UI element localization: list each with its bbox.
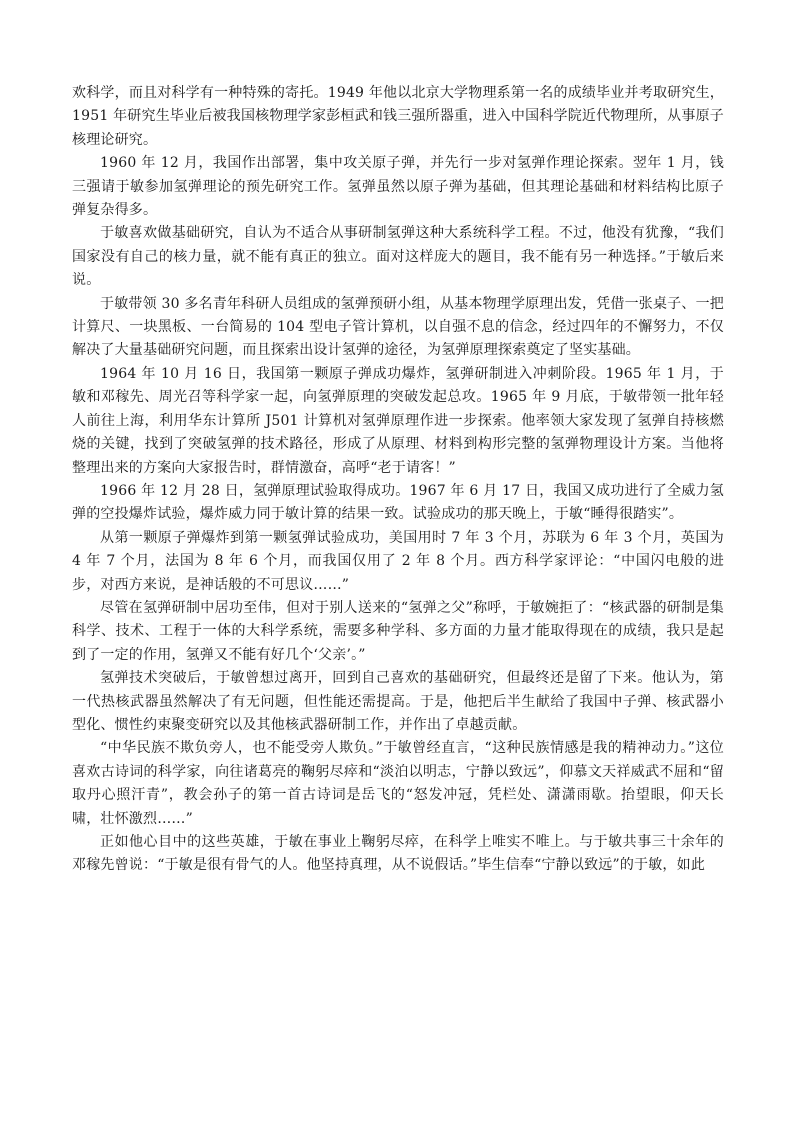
paragraph: 欢科学，而且对科学有一种特殊的寄托。1949 年他以北京大学物理系第一名的成绩毕业并考取研究生，1951 年研究生毕业后被我国核物理学家彭桓武和钱三强所器重，进入中国科学院近代物理所，从事原子核理论研究。	[72, 85, 724, 148]
document-page	[72, 82, 724, 878]
paragraph: 于敏喜欢做基础研究，自认为不适合从事研制氢弹这种大系统科学工程。不过，他没有犹豫，“我们国家没有自己的核力量，就不能有真正的独立。面对这样庞大的题目，我不能有另一种选择。”于敏后来说。	[72, 225, 724, 289]
paragraph: 1964 年 10 月 16 日，我国第一颗原子弹成功爆炸，氢弹研制进入冲刺阶段。1965 年 1 月，于敏和邓稼先、周光召等科学家一起，向氢弹原理的突破发起总攻。1965 年 9 月底，于敏带领一批年轻人前往上海，利用华东计算所 J501 计算机对氢弹原理作进一步探索。他率领大家发现了氢弹自持核燃烧的关键，找到了突破氢弹的技术路径，形成了从原理、材料到构形完整的氢弹物理设计方案。当他将整理出来的方案向大家报告时，群情激奋，高呼“老于请客！”	[72, 365, 724, 476]
paragraph: 氢弹技术突破后，于敏曾想过离开，回到自己喜欢的基础研究，但最终还是留了下来。他认为，第一代热核武器虽然解决了有无问题，但性能还需提高。于是，他把后半生献给了我国中子弹、核武器小型化、惯性约束聚变研究以及其他核武器研制工作，并作出了卓越贡献。	[72, 670, 724, 733]
paragraph: 1966 年 12 月 28 日，氢弹原理试验取得成功。1967 年 6 月 17 日，我国又成功进行了全威力氢弹的空投爆炸试验，爆炸威力同于敏计算的结果一致。试验成功的那天晚上，于敏“睡得很踏实”。	[72, 482, 724, 523]
paragraph: 从第一颗原子弹爆炸到第一颗氢弹试验成功，美国用时 7 年 3 个月，苏联为 6 年 3 个月，英国为 4 年 7 个月，法国为 8 年 6 个月，而我国仅用了 2 年 8 个月。西方科学家评论：“中国闪电般的进步，对西方来说，是神话般的不可思议……”	[72, 529, 724, 593]
paragraph: 1960 年 12 月，我国作出部署，集中攻关原子弹，并先行一步对氢弹作理论探索。翌年 1 月，钱三强请于敏参加氢弹理论的预先研究工作。氢弹虽然以原子弹为基础，但其理论基础和材料结构比原子弹复杂得多。	[72, 155, 724, 219]
paragraph: 于敏带领 30 多名青年科研人员组成的氢弹预研小组，从基本物理学原理出发，凭借一张桌子、一把计算尺、一块黑板、一台简易的 104 型电子管计算机，以自强不息的信念，经过四年的不懈努力，不仅解决了大量基础研究问题，而且探索出设计氢弹的途径，为氢弹原理探索奠定了坚实基础。	[72, 295, 724, 359]
paragraph: “中华民族不欺负旁人，也不能受旁人欺负。”于敏曾经直言，“这种民族情感是我的精神动力。”这位喜欢古诗词的科学家，向往诸葛亮的鞠躬尽瘁和“淡泊以明志，宁静以致远”，仰慕文天祥威武不屈和“留取丹心照汗青”，教会孙子的第一首古诗词是岳飞的“怒发冲冠，凭栏处、潇潇雨歇。抬望眼，仰天长啸，壮怀激烈……”	[72, 740, 724, 827]
paragraph: 正如他心目中的这些英雄，于敏在事业上鞠躬尽瘁，在科学上唯实不唯上。与于敏共事三十余年的邓稼先曾说：“于敏是很有骨气的人。他坚持真理，从不说假话。”毕生信奉“宁静以致远”的于敏，如此	[72, 834, 724, 874]
paragraph: 尽管在氢弹研制中居功至伟，但对于别人送来的“氢弹之父”称呼，于敏婉拒了：“核武器的研制是集科学、技术、工程于一体的大科学系统，需要多种学科、多方面的力量才能取得现在的成绩，我只是起到了一定的作用，氢弹又不能有好几个‘父亲’。”	[72, 599, 724, 663]
